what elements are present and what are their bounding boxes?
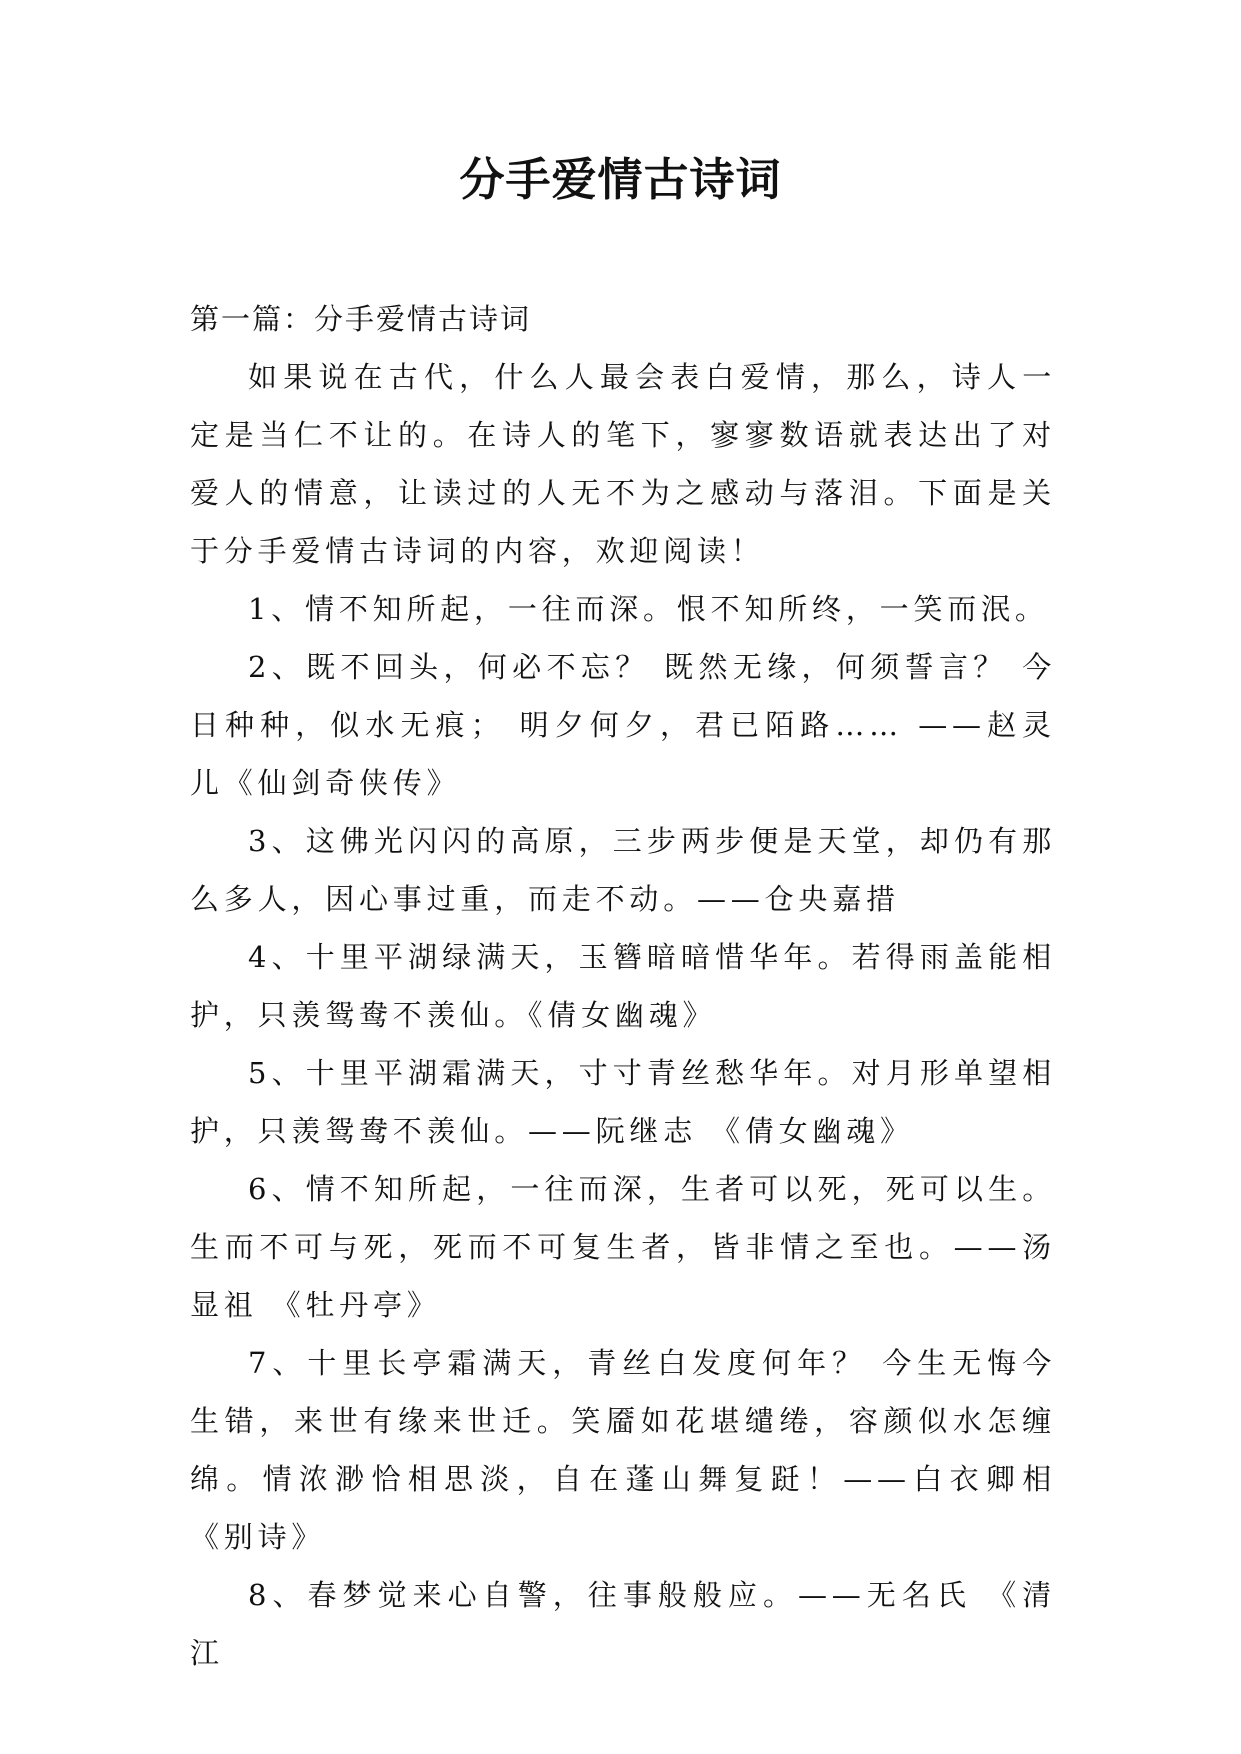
paragraph-item-4: 4、十里平湖绿满天，玉簪暗暗惜华年。若得雨盖能相护，只羡鸳鸯不羡仙。《倩女幽魂》 bbox=[190, 940, 1056, 1032]
document-body bbox=[190, 290, 1056, 1682]
section-heading: 第一篇：分手爱情古诗词 bbox=[190, 302, 532, 336]
paragraph-item-6: 6、情不知所起，一往而深，生者可以死，死可以生。生而不可与死，死而不可复生者，皆非情之至也。——汤显祖 《牡丹亭》 bbox=[190, 1172, 1056, 1322]
paragraph-item-3: 3、这佛光闪闪的高原，三步两步便是天堂，却仍有那么多人，因心事过重，而走不动。——仓央嘉措 bbox=[190, 824, 1056, 916]
paragraph-intro: 如果说在古代，什么人最会表白爱情，那么，诗人一定是当仁不让的。在诗人的笔下，寥寥数语就表达出了对爱人的情意，让读过的人无不为之感动与落泪。下面是关于分手爱情古诗词的内容，欢迎阅读！ bbox=[190, 360, 1056, 568]
paragraph-item-5: 5、十里平湖霜满天，寸寸青丝愁华年。对月形单望相护，只羡鸳鸯不羡仙。——阮继志 《倩女幽魂》 bbox=[190, 1056, 1056, 1148]
paragraph-item-8: 8、春梦觉来心自警，往事般般应。——无名氏 《清江 bbox=[190, 1578, 1056, 1670]
paragraph-item-2: 2、既不回头，何必不忘？ 既然无缘，何须誓言？ 今日种种，似水无痕； 明夕何夕，君已陌路…… ——赵灵儿《仙剑奇侠传》 bbox=[190, 650, 1056, 800]
paragraph-item-1: 1、情不知所起，一往而深。恨不知所终，一笑而泯。 bbox=[248, 592, 1049, 626]
paragraph-item-7: 7、十里长亭霜满天，青丝白发度何年？ 今生无悔今生错，来世有缘来世迁。笑靥如花堪缱绻，容颜似水怎缠绵。情浓渺恰相思淡，自在蓬山舞复跹！——白衣卿相 《别诗》 bbox=[190, 1346, 1056, 1554]
document-title: 分手爱情古诗词 bbox=[459, 153, 782, 206]
